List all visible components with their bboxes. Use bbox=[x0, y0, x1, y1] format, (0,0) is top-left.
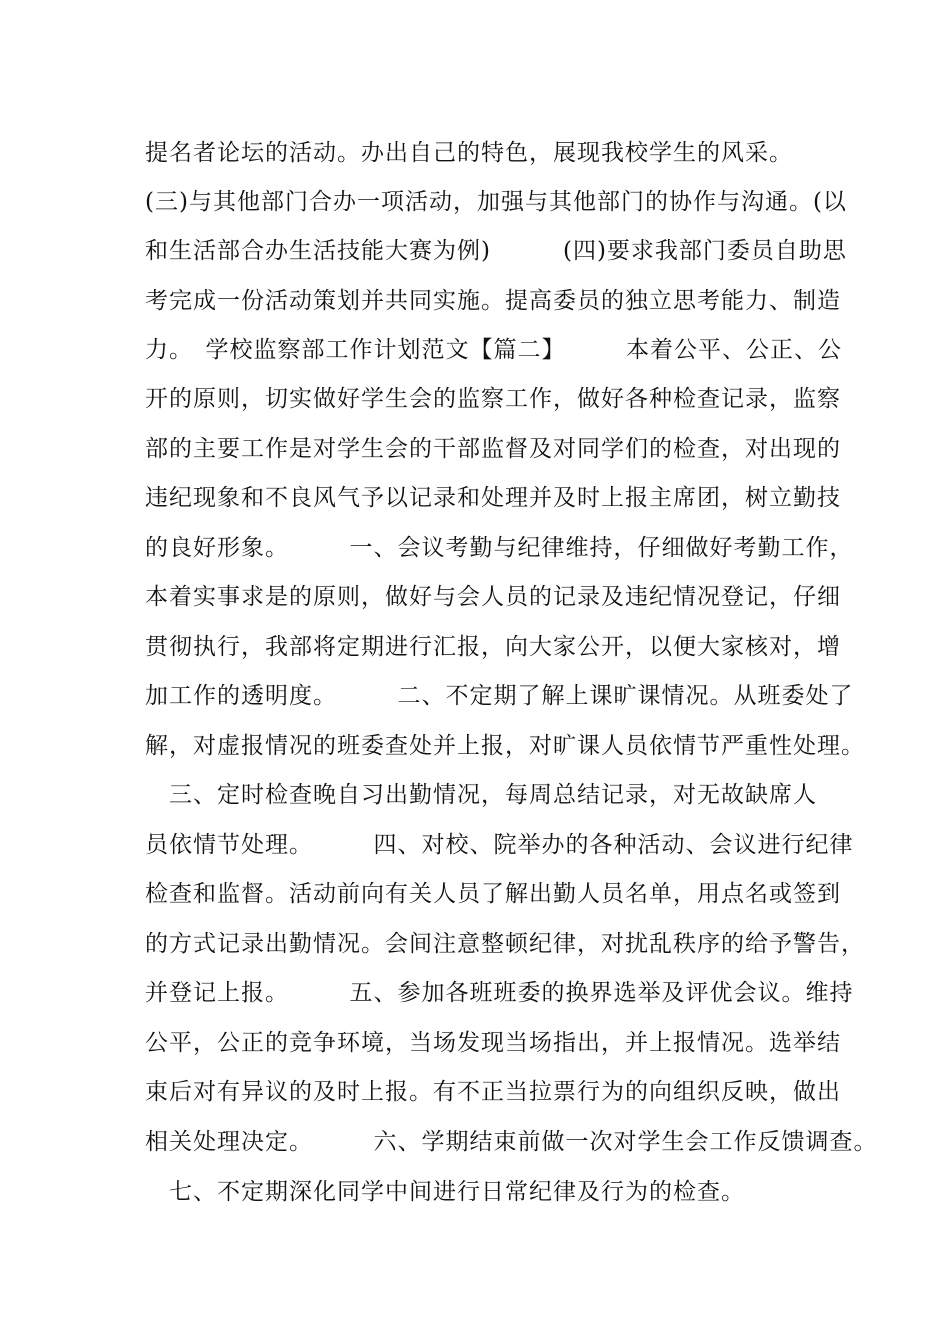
text-line: 部的主要工作是对学生会的干部监督及对同学们的检查，对出现的 bbox=[145, 436, 841, 462]
text-line: 开的原则，切实做好学生会的监察工作，做好各种检查记录，监察 bbox=[145, 386, 841, 412]
text-line: 公平，公正的竞争环境，当场发现当场指出，并上报情况。选举结 bbox=[145, 1030, 841, 1056]
text-line: 贯彻执行，我部将定期进行汇报，向大家公开，以便大家核对，增 bbox=[145, 634, 841, 660]
text-line: 的方式记录出勤情况。会间注意整顿纪律，对扰乱秩序的给予警告， bbox=[145, 931, 865, 957]
text-line: 三、定时检查晚自习出勤情况，每周总结记录，对无故缺席人 bbox=[145, 782, 817, 808]
text-line: 解，对虚报情况的班委查处并上报，对旷课人员依情节严重性处理。 bbox=[145, 733, 865, 759]
text-line: 和生活部合办生活技能大赛为例) (四)要求我部门委员自助思 bbox=[145, 238, 847, 264]
text-line: 的良好形象。 一、会议考勤与纪律维持，仔细做好考勤工作， bbox=[145, 535, 854, 561]
text-line: 考完成一份活动策划并共同实施。提高委员的独立思考能力、制造 bbox=[145, 288, 841, 314]
text-line: 力。 学校监察部工作计划范文【篇二】 本着公平、公正、公 bbox=[145, 337, 842, 363]
text-line: (三)与其他部门合办一项活动，加强与其他部门的协作与沟通。(以 bbox=[145, 189, 847, 215]
text-line: 违纪现象和不良风气予以记录和处理并及时上报主席团，树立勤技 bbox=[145, 485, 841, 511]
text-line: 检查和监督。活动前向有关人员了解出勤人员名单，用点名或签到 bbox=[145, 881, 841, 907]
text-line: 束后对有异议的及时上报。有不正当拉票行为的向组织反映，做出 bbox=[145, 1079, 841, 1105]
text-line: 本着实事求是的原则，做好与会人员的记录及违纪情况登记，仔细 bbox=[145, 584, 841, 610]
text-line: 七、不定期深化同学中间进行日常纪律及行为的检查。 bbox=[145, 1179, 745, 1205]
text-line: 员依情节处理。 四、对校、院举办的各种活动、会议进行纪律 bbox=[145, 832, 854, 858]
text-line: 并登记上报。 五、参加各班班委的换界选举及评优会议。维持 bbox=[145, 980, 854, 1006]
text-line: 提名者论坛的活动。办出自己的特色，展现我校学生的风采。 bbox=[145, 140, 793, 166]
text-line: 加工作的透明度。 二、不定期了解上课旷课情况。从班委处了 bbox=[145, 683, 854, 709]
text-line: 相关处理决定。 六、学期结束前做一次对学生会工作反馈调查。 bbox=[145, 1129, 878, 1155]
